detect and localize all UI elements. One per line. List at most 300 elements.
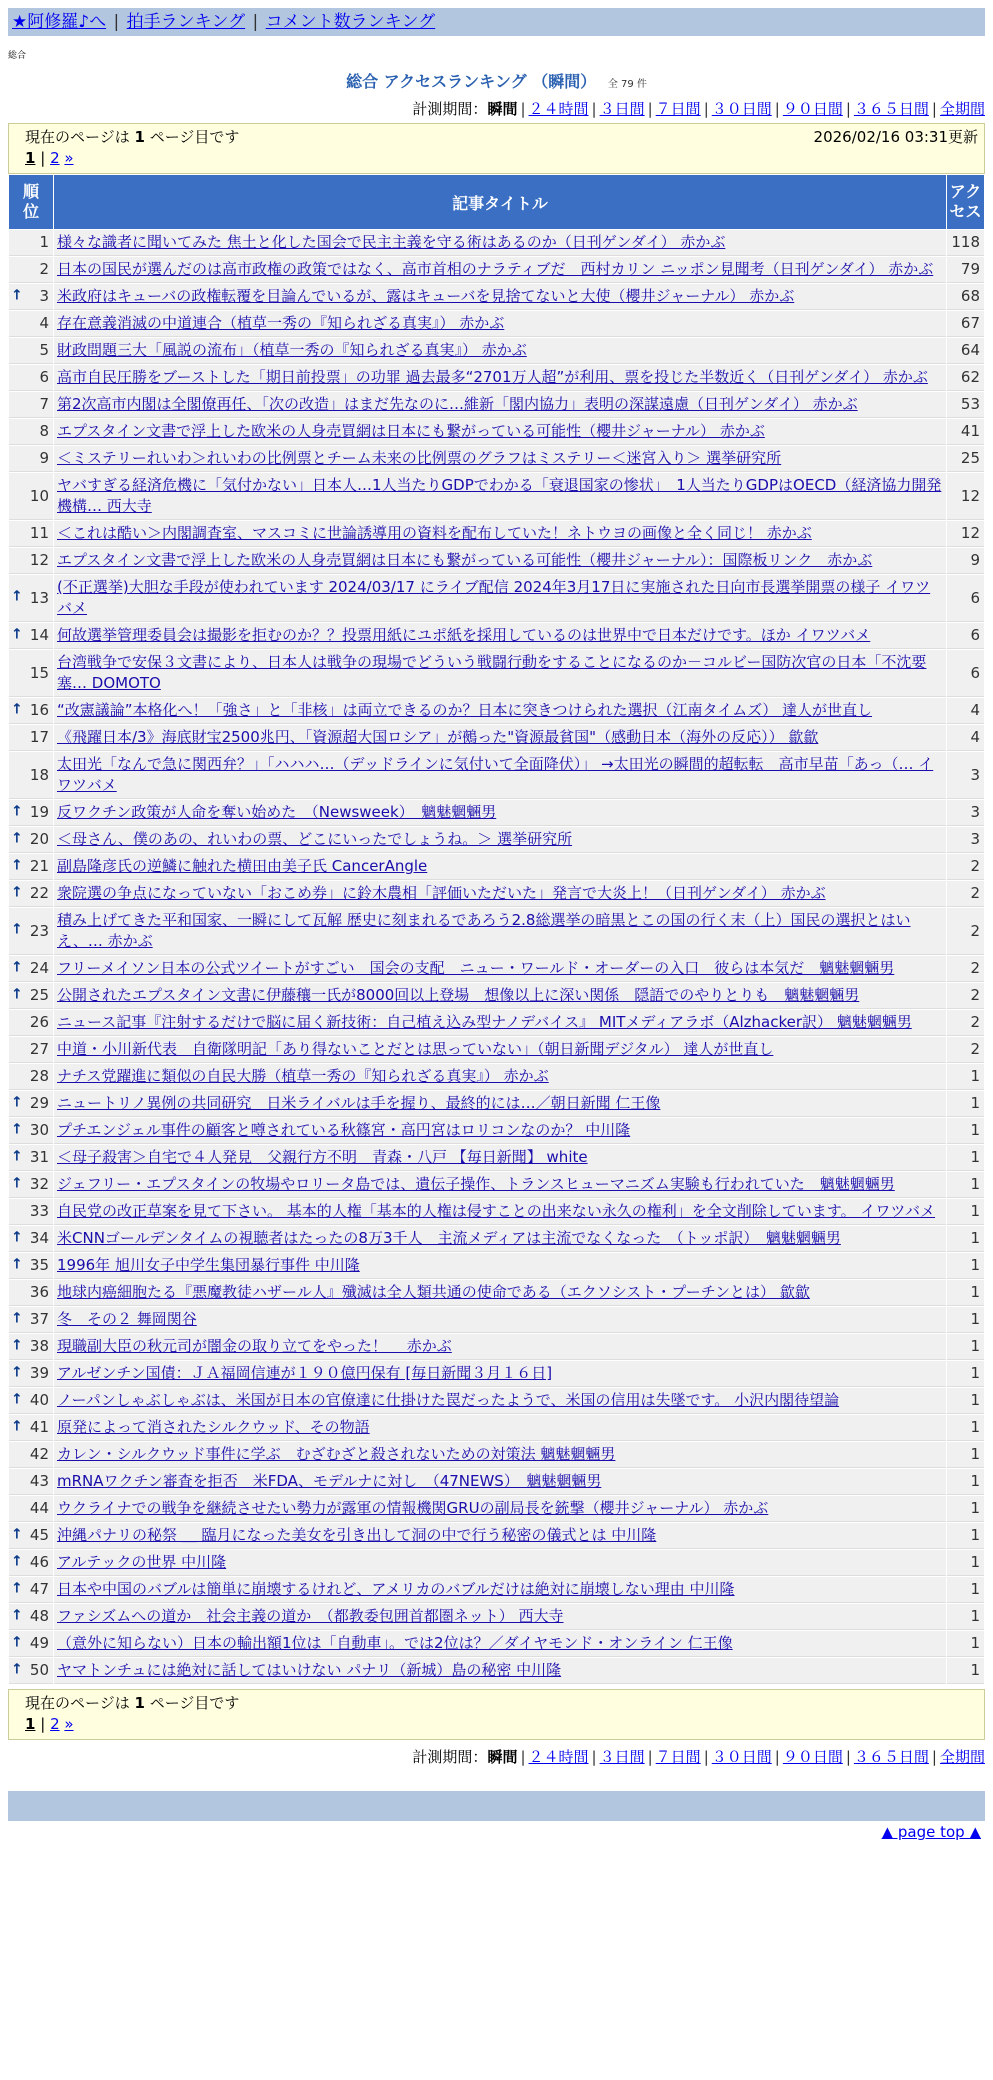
rank-cell xyxy=(9,1604,53,1630)
rank-number: 40 xyxy=(29,1391,49,1409)
article-title-link[interactable]: mRNAワクチン審査を拒否 米FDA、モデルナに対し （47NEWS） 魑魅魍魎男 xyxy=(57,1472,602,1490)
table-row xyxy=(9,800,984,826)
table-row xyxy=(9,1631,984,1657)
rank-number: 12 xyxy=(29,551,49,569)
title-cell xyxy=(54,1199,946,1225)
period-option[interactable]: 全期間 xyxy=(939,1748,985,1766)
title-cell xyxy=(54,1658,946,1684)
article-title-link[interactable]: エプスタイン文書で浮上した欧米の人身売買網は日本にも繋がっている可能性（櫻井ジャーナル）：国際板リンク 赤かぶ xyxy=(57,551,873,569)
pager-page-2[interactable]: 2 xyxy=(50,1715,60,1733)
access-count: 1 xyxy=(947,1577,984,1603)
rank-up-arrow-icon: ↑ xyxy=(11,883,23,900)
rank-cell xyxy=(9,311,53,337)
rank-cell xyxy=(9,1145,53,1171)
access-count: 41 xyxy=(947,419,984,445)
article-title-link[interactable]: 何故選挙管理委員会は撮影を拒むのか？？投票用紙にユポ紙を採用しているのは世界中で日本だけです。ほか イワツバメ xyxy=(57,626,871,644)
table-row xyxy=(9,1388,984,1414)
table-row xyxy=(9,257,984,283)
rank-cell xyxy=(9,908,53,955)
rank-number: 36 xyxy=(29,1283,49,1301)
article-title-link[interactable]: 台湾戦争で安保３文書により、日本人は戦争の現場でどういう戦闘行動をすることになるのか－コルビー国防次官の日本「不沈要塞… DOMOTO xyxy=(57,653,927,692)
access-count: 4 xyxy=(947,725,984,751)
page-info-box-top xyxy=(8,123,985,174)
article-title-link[interactable]: 《飛躍日本/3》海底財宝2500兆円、「資源超大国ロシア」が鵺った"資源最貧国"（感動日本（海外の反応）） 歙歙 xyxy=(57,728,819,746)
rank-cell xyxy=(9,257,53,283)
title-cell xyxy=(54,827,946,853)
article-title-link[interactable]: ファシズムへの道か 社会主義の道か （都教委包囲首都圏ネット） 西大寺 xyxy=(57,1607,564,1625)
table-row xyxy=(9,908,984,955)
rank-cell xyxy=(9,752,53,799)
page-info-box-bottom xyxy=(8,1689,985,1740)
rank-number: 26 xyxy=(29,1013,49,1031)
rank-cell xyxy=(9,419,53,445)
title-cell xyxy=(54,1037,946,1063)
rank-up-arrow-icon: ↑ xyxy=(11,1579,23,1596)
access-count: 12 xyxy=(947,473,984,520)
title-cell xyxy=(54,311,946,337)
access-count: 1 xyxy=(947,1658,984,1684)
period-option[interactable]: ３日間 xyxy=(599,1748,645,1766)
title-cell xyxy=(54,983,946,1009)
article-title-link[interactable]: 米CNNゴールデンタイムの視聴者はたったの8万3千人 主流メディアは主流でなくなった （トッポ訳） 魑魅魍魎男 xyxy=(57,1229,841,1247)
article-title-link[interactable]: ＜母さん、僕のあの、れいわの票、どこにいったでしょうね。＞ 選挙研究所 xyxy=(57,830,573,848)
article-title-link[interactable]: 積み上げてきた平和国家、一瞬にして瓦解 歴史に刻まれるであろう2.8総選挙の暗黒とこの国の行く末（上）国民の選択とはいえ、… 赤かぶ xyxy=(57,911,911,950)
rank-up-arrow-icon: ↑ xyxy=(11,1228,23,1245)
rank-number: 43 xyxy=(29,1472,49,1490)
table-row xyxy=(9,1280,984,1306)
article-title-link[interactable]: “改憲議論”本格化へ！「強さ」と「非核」は両立できるのか？日本に突きつけられた選択（江南タイムズ） 達人が世直し xyxy=(57,701,873,719)
access-count: 1 xyxy=(947,1091,984,1117)
rank-cell xyxy=(9,1010,53,1036)
access-count: 118 xyxy=(947,230,984,256)
current-page-pre: 現在のページは xyxy=(25,128,130,146)
rank-cell xyxy=(9,1307,53,1333)
title-cell xyxy=(54,1550,946,1576)
access-count: 1 xyxy=(947,1523,984,1549)
article-title-link[interactable]: ニュース記事『注射するだけで脳に届く新技術：自己植え込み型ナノデバイス』 MITメディアラボ（Alzhacker訳） 魑魅魍魎男 xyxy=(57,1013,912,1031)
title-cell xyxy=(54,1334,946,1360)
article-title-link[interactable]: プチエンジェル事件の顧客と噂されている秋篠宮・高円宮はロリコンなのか？ 中川隆 xyxy=(57,1121,631,1139)
title-cell xyxy=(54,338,946,364)
rank-cell xyxy=(9,473,53,520)
table-row xyxy=(9,725,984,751)
rank-cell xyxy=(9,1280,53,1306)
rank-up-arrow-icon: ↑ xyxy=(11,1336,23,1353)
rank-number: 6 xyxy=(39,368,49,386)
period-separator: | xyxy=(591,100,597,118)
period-option[interactable]: ７日間 xyxy=(655,100,701,118)
pager-separator: | xyxy=(40,149,46,167)
rank-number: 22 xyxy=(29,884,49,902)
table-row xyxy=(9,1577,984,1603)
rank-number: 29 xyxy=(29,1094,49,1112)
rank-up-arrow-icon: ↑ xyxy=(11,802,23,819)
access-count: 25 xyxy=(947,446,984,472)
access-count: 1 xyxy=(947,1631,984,1657)
rank-number: 7 xyxy=(39,395,49,413)
period-separator: | xyxy=(845,100,851,118)
table-row xyxy=(9,1658,984,1684)
title-cell xyxy=(54,1307,946,1333)
article-title-link[interactable]: アルテックの世界 中川隆 xyxy=(57,1553,227,1571)
table-row xyxy=(9,575,984,622)
article-title-link[interactable]: 自民党の改正草案を見て下さい。 基本的人権「基本的人権は侵すことの出来ない永久の権利」を全文削除しています。 イワツバメ xyxy=(57,1202,936,1220)
table-row xyxy=(9,752,984,799)
period-option[interactable]: ３６５日間 xyxy=(853,100,929,118)
table-row xyxy=(9,698,984,724)
period-option[interactable]: ３６５日間 xyxy=(853,1748,929,1766)
title-cell xyxy=(54,284,946,310)
article-title-link[interactable]: 中道・小川新代表 自衛隊明記「あり得ないことだとは思っていない」（朝日新聞デジタル） 達人が世直し xyxy=(57,1040,774,1058)
period-separator: | xyxy=(647,100,653,118)
table-row xyxy=(9,1604,984,1630)
access-count: 1 xyxy=(947,1442,984,1468)
period-separator: | xyxy=(931,1748,937,1766)
title-cell xyxy=(54,1361,946,1387)
article-title-link[interactable]: ウクライナでの戦争を継続させたい勢力が露軍の情報機関GRUの副局長を銃撃（櫻井ジャーナル） 赤かぶ xyxy=(57,1499,769,1517)
period-option[interactable]: ３０日間 xyxy=(711,100,772,118)
rank-up-arrow-icon: ↑ xyxy=(11,1660,23,1677)
article-title-link[interactable]: 反ワクチン政策が人命を奪い始めた （Newsweek） 魑魅魍魎男 xyxy=(57,803,497,821)
rank-cell xyxy=(9,521,53,547)
period-option[interactable]: ７日間 xyxy=(655,1748,701,1766)
rank-cell xyxy=(9,1496,53,1522)
article-title-link[interactable]: 衆院選の争点になっていない「おこめ券」に鈴木農相「評価いただいた」発言で大炎上！（日刊ゲンダイ） 赤かぶ xyxy=(57,884,826,902)
rank-up-arrow-icon: ↑ xyxy=(11,1174,23,1191)
title-cell xyxy=(54,1577,946,1603)
article-title-link[interactable]: 地球内癌細胞たる『悪魔教徒ハザール人』殲滅は全人類共通の使命である（エクソシスト・プーチンとは） 歙歙 xyxy=(57,1283,810,1301)
rank-cell xyxy=(9,827,53,853)
page-title-line xyxy=(0,69,993,92)
article-title-link[interactable]: 現職副大臣の秋元司が闇金の取り立てをやった！ 赤かぶ xyxy=(57,1337,452,1355)
period-option[interactable]: ９０日間 xyxy=(782,1748,843,1766)
rank-cell xyxy=(9,1334,53,1360)
access-count: 1 xyxy=(947,1334,984,1360)
rank-cell xyxy=(9,1361,53,1387)
rank-number: 34 xyxy=(29,1229,49,1247)
page-top-link[interactable]: ▲ page top ▲ xyxy=(881,1823,981,1841)
rank-cell xyxy=(9,800,53,826)
article-title-link[interactable]: ヤバすぎる経済危機に「気付かない」日本人…1人当たりGDPでわかる「衰退国家の惨状」 1人当たりGDPはOECD（経済協力開発機構… 西大寺 xyxy=(57,476,942,515)
title-cell xyxy=(54,1226,946,1252)
rank-cell xyxy=(9,548,53,574)
rank-number: 44 xyxy=(29,1499,49,1517)
rank-number: 2 xyxy=(39,260,49,278)
article-title-link[interactable]: 原発によって消されたシルクウッド、その物語 xyxy=(57,1418,370,1436)
article-title-link[interactable]: (不正選挙)大胆な手段が使われています 2024/03/17 にライブ配信 2024年3月17日に実施された日向市長選挙開票の様子 イワツバメ xyxy=(57,578,931,617)
article-title-link[interactable]: アルゼンチン国債：ＪＡ福岡信連が１９０億円保有 [毎日新聞３月１６日] xyxy=(57,1364,553,1382)
article-title-link[interactable]: 日本の国民が選んだのは高市政権の政策ではなく、高市首相のナラティブだ 西村カリン ニッポン見聞考（日刊ゲンダイ） 赤かぶ xyxy=(57,260,934,278)
title-cell xyxy=(54,1442,946,1468)
article-title-link[interactable]: 第2次高市内閣は全閣僚再任、「次の改造」はまだ先なのに…維新「閣内協力」表明の深謀遠慮（日刊ゲンダイ） 赤かぶ xyxy=(57,395,858,413)
access-count: 1 xyxy=(947,1280,984,1306)
period-selector-bottom xyxy=(8,1746,985,1767)
rank-number: 35 xyxy=(29,1256,49,1274)
rank-up-arrow-icon: ↑ xyxy=(11,1633,23,1650)
title-cell xyxy=(54,1091,946,1117)
title-cell xyxy=(54,473,946,520)
rank-number: 15 xyxy=(29,663,49,682)
table-row xyxy=(9,1064,984,1090)
rank-up-arrow-icon: ↑ xyxy=(11,1363,23,1380)
rank-number: 31 xyxy=(29,1148,49,1166)
title-cell xyxy=(54,365,946,391)
article-title-link[interactable]: ナチス党躍進に類似の自民大勝（植草一秀の『知られざる真実』） 赤かぶ xyxy=(57,1067,549,1085)
table-row xyxy=(9,311,984,337)
rank-number: 48 xyxy=(29,1607,49,1625)
access-header-label: アクセス xyxy=(949,182,982,221)
period-label: 計測期間： xyxy=(412,100,488,118)
article-title-link[interactable]: ＜母子殺害＞自宅で４人発見 父親行方不明 青森・八戸 【毎日新聞】 white xyxy=(57,1148,588,1166)
table-row xyxy=(9,827,984,853)
home-link[interactable]: ★阿修羅♪へ xyxy=(12,12,107,32)
rank-cell xyxy=(9,983,53,1009)
rank-cell xyxy=(9,1442,53,1468)
article-title-link[interactable]: エプスタイン文書で浮上した欧米の人身売買網は日本にも繋がっている可能性（櫻井ジャーナル） 赤かぶ xyxy=(57,422,765,440)
rank-cell xyxy=(9,1631,53,1657)
table-row xyxy=(9,881,984,907)
rank-number: 27 xyxy=(29,1040,49,1058)
rank-up-arrow-icon: ↑ xyxy=(11,829,23,846)
access-count: 1 xyxy=(947,1118,984,1144)
access-count: 1 xyxy=(947,1496,984,1522)
access-count: 2 xyxy=(947,881,984,907)
title-cell xyxy=(54,650,946,697)
access-count: 6 xyxy=(947,650,984,697)
period-option[interactable]: ９０日間 xyxy=(782,100,843,118)
article-title-link[interactable]: 存在意義消滅の中道連合（植草一秀の『知られざる真実』） 赤かぶ xyxy=(57,314,505,332)
table-row xyxy=(9,1496,984,1522)
title-cell xyxy=(54,725,946,751)
article-title-link[interactable]: 沖縄パナリの秘祭 ＿ 臨月になった美女を引き出して洞の中で行う秘密の儀式とは 中川隆 xyxy=(57,1526,657,1544)
rank-number: 21 xyxy=(29,857,49,875)
rank-cell xyxy=(9,1577,53,1603)
access-count: 1 xyxy=(947,1199,984,1225)
table-row xyxy=(9,473,984,520)
rank-number: 20 xyxy=(29,830,49,848)
table-row xyxy=(9,1037,984,1063)
rank-number: 37 xyxy=(29,1310,49,1328)
title-cell xyxy=(54,1280,946,1306)
access-count: 3 xyxy=(947,827,984,853)
rank-number: 45 xyxy=(29,1526,49,1544)
rank-up-arrow-icon: ↑ xyxy=(11,588,23,605)
title-cell xyxy=(54,881,946,907)
rank-number: 46 xyxy=(29,1553,49,1571)
applause-ranking-link[interactable]: 拍手ランキング xyxy=(126,12,246,32)
period-option[interactable]: ２４時間 xyxy=(528,100,589,118)
rank-cell xyxy=(9,725,53,751)
rank-up-arrow-icon: ↑ xyxy=(11,1120,23,1137)
access-count: 6 xyxy=(947,575,984,622)
rank-up-arrow-icon: ↑ xyxy=(11,286,23,303)
table-row xyxy=(9,1469,984,1495)
rank-number: 19 xyxy=(29,803,49,821)
nav-separator: | xyxy=(113,12,120,32)
footer-bar xyxy=(8,1791,985,1821)
table-row xyxy=(9,1172,984,1198)
article-title-link[interactable]: 冬 その２ 舞岡関谷 xyxy=(57,1310,197,1328)
article-title-link[interactable]: ヤマトンチュには絶対に話してはいけない パナリ（新城）島の秘密 中川隆 xyxy=(57,1661,562,1679)
title-cell xyxy=(54,698,946,724)
article-title-link[interactable]: 1996年 旭川女子中学生集団暴行事件 中川隆 xyxy=(57,1256,360,1274)
article-title-link[interactable]: 米政府はキューバの政権転覆を目論んでいるが、露はキューバを見捨てないと大使（櫻井ジャーナル） 赤かぶ xyxy=(57,287,795,305)
article-title-link[interactable]: 財政問題三大「風説の流布」（植草一秀の『知られざる真実』） 赤かぶ xyxy=(57,341,527,359)
access-count: 1 xyxy=(947,1145,984,1171)
access-count: 4 xyxy=(947,698,984,724)
access-count: 2 xyxy=(947,1037,984,1063)
title-cell xyxy=(54,854,946,880)
pager-bottom xyxy=(25,1715,968,1733)
period-option: 瞬間 xyxy=(487,1748,518,1766)
rank-up-arrow-icon: ↑ xyxy=(11,856,23,873)
access-count: 79 xyxy=(947,257,984,283)
title-cell xyxy=(54,800,946,826)
article-title-link[interactable]: ニュートリノ異例の共同研究 日米ライバルは手を握り、最終的には…／朝日新聞 仁王像 xyxy=(57,1094,661,1112)
access-count: 1 xyxy=(947,1415,984,1441)
article-title-link[interactable]: 様々な識者に聞いてみた 焦土と化した国会で民主主義を守る術はあるのか（日刊ゲンダイ） 赤かぶ xyxy=(57,233,726,251)
nav-separator: | xyxy=(252,12,259,32)
title-cell xyxy=(54,257,946,283)
rank-up-arrow-icon: ↑ xyxy=(11,1309,23,1326)
rank-number: 18 xyxy=(29,765,49,784)
rank-header-label: 順位 xyxy=(22,182,39,221)
access-count: 1 xyxy=(947,1307,984,1333)
title-cell xyxy=(54,1145,946,1171)
rank-up-arrow-icon: ↑ xyxy=(11,1606,23,1623)
title-cell xyxy=(54,446,946,472)
pager-current: 1 xyxy=(25,149,36,167)
rank-up-arrow-icon: ↑ xyxy=(11,921,23,938)
rank-column-header xyxy=(9,175,53,229)
rank-number: 4 xyxy=(39,314,49,332)
article-title-link[interactable]: 副島隆彦氏の逆鱗に触れた横田由美子氏 CancerAngle xyxy=(57,857,428,875)
access-count: 2 xyxy=(947,983,984,1009)
updated-timestamp: 2026/02/16 03:31更新 xyxy=(813,128,978,146)
table-row xyxy=(9,1091,984,1117)
article-title-link[interactable]: フリーメイソン日本の公式ツイートがすごい 国会の支配 ニュー・ワールド・オーダーの入口 彼らは本気だ 魑魅魍魎男 xyxy=(57,959,895,977)
rank-up-arrow-icon: ↑ xyxy=(11,1417,23,1434)
article-title-link[interactable]: カレン・シルクウッド事件に学ぶ むざむざと殺されないための対策法 魑魅魍魎男 xyxy=(57,1445,616,1463)
article-title-link[interactable]: ノーパンしゃぶしゃぶは、米国が日本の官僚達に仕掛けた罠だったようで、米国の信用は失墜です。 小沢内閣待望論 xyxy=(57,1391,840,1409)
table-row xyxy=(9,1226,984,1252)
period-option[interactable]: 全期間 xyxy=(939,100,985,118)
period-separator: | xyxy=(931,100,937,118)
rank-cell xyxy=(9,1658,53,1684)
rank-number: 8 xyxy=(39,422,49,440)
period-option[interactable]: ２４時間 xyxy=(528,1748,589,1766)
article-title-link[interactable]: ジェフリー・エプスタインの牧場やロリータ島では、遺伝子操作、トランスヒューマニズム実験も行われていた 魑魅魍魎男 xyxy=(57,1175,895,1193)
article-title-link[interactable]: （意外に知らない）日本の輸出額1位は「自動車」。では2位は？／ダイヤモンド・オンライン 仁王像 xyxy=(57,1634,733,1652)
period-selector-top xyxy=(8,98,985,119)
article-title-link[interactable]: 公開されたエプスタイン文書に伊藤穰一氏が8000回以上登場 想像以上に深い関係 隠語でのやりとりも 魑魅魍魎男 xyxy=(57,986,860,1004)
title-cell xyxy=(54,1172,946,1198)
title-cell xyxy=(54,1631,946,1657)
period-option: 瞬間 xyxy=(487,100,518,118)
table-row xyxy=(9,1118,984,1144)
rank-up-arrow-icon: ↑ xyxy=(11,958,23,975)
article-title-link[interactable]: 高市自民圧勝をブーストした「期日前投票」の功罪 過去最多“2701万人超”が利用、票を投じた半数近く（日刊ゲンダイ） 赤かぶ xyxy=(57,368,928,386)
access-count: 1 xyxy=(947,1226,984,1252)
table-row xyxy=(9,650,984,697)
rank-cell xyxy=(9,338,53,364)
period-option[interactable]: ３０日間 xyxy=(711,1748,772,1766)
title-cell xyxy=(54,1388,946,1414)
period-separator: | xyxy=(591,1748,597,1766)
table-row xyxy=(9,1253,984,1279)
table-row xyxy=(9,365,984,391)
rank-number: 16 xyxy=(29,701,49,719)
title-cell xyxy=(54,1469,946,1495)
access-count: 1 xyxy=(947,1550,984,1576)
rank-number: 41 xyxy=(29,1418,49,1436)
rank-cell xyxy=(9,1037,53,1063)
rank-cell xyxy=(9,956,53,982)
comment-ranking-link[interactable]: コメント数ランキング xyxy=(265,12,436,32)
access-count: 2 xyxy=(947,1010,984,1036)
access-count: 2 xyxy=(947,908,984,955)
table-row xyxy=(9,1523,984,1549)
article-title-link[interactable]: ＜ミステリーれいわ＞れいわの比例票とチーム未来の比例票のグラフはミステリー＜迷宮入り＞ 選挙研究所 xyxy=(57,449,782,467)
title-cell xyxy=(54,1604,946,1630)
access-count: 1 xyxy=(947,1469,984,1495)
access-count: 2 xyxy=(947,854,984,880)
access-count: 1 xyxy=(947,1388,984,1414)
period-option[interactable]: ３日間 xyxy=(599,100,645,118)
period-separator: | xyxy=(520,1748,526,1766)
rank-cell xyxy=(9,881,53,907)
current-page-number: 1 xyxy=(134,1694,145,1712)
rank-up-arrow-icon: ↑ xyxy=(11,985,23,1002)
period-separator: | xyxy=(845,1748,851,1766)
rank-up-arrow-icon: ↑ xyxy=(11,1552,23,1569)
table-row xyxy=(9,230,984,256)
pager-page-2[interactable]: 2 xyxy=(50,149,60,167)
pager-next-arrow[interactable]: » xyxy=(64,149,74,167)
rank-cell xyxy=(9,1523,53,1549)
title-cell xyxy=(54,419,946,445)
rank-cell xyxy=(9,1091,53,1117)
rank-number: 50 xyxy=(29,1661,49,1679)
access-count: 67 xyxy=(947,311,984,337)
table-row xyxy=(9,1442,984,1468)
ranking-table xyxy=(8,174,985,1685)
rank-up-arrow-icon: ↑ xyxy=(11,1255,23,1272)
rank-number: 49 xyxy=(29,1634,49,1652)
period-separator: | xyxy=(774,100,780,118)
rank-cell xyxy=(9,392,53,418)
rank-up-arrow-icon: ↑ xyxy=(11,1390,23,1407)
current-page-pre: 現在のページは xyxy=(25,1694,130,1712)
table-row xyxy=(9,983,984,1009)
pager-next-arrow[interactable]: » xyxy=(64,1715,74,1733)
page-top-container xyxy=(8,1823,985,1841)
article-title-link[interactable]: ＜これは酷い＞内閣調査室、マスコミに世論誘導用の資料を配布していた！ネトウヨの画像と全く同じ！ 赤かぶ xyxy=(57,524,812,542)
article-title-link[interactable]: 日本や中国のバブルは簡単に崩壊するけれど、アメリカのバブルだけは絶対に崩壊しない理由 中川隆 xyxy=(57,1580,735,1598)
rank-cell xyxy=(9,284,53,310)
rank-number: 11 xyxy=(29,524,49,542)
page-title: 総合 アクセスランキング （瞬間） xyxy=(346,72,597,91)
table-row xyxy=(9,284,984,310)
rank-number: 28 xyxy=(29,1067,49,1085)
rank-number: 38 xyxy=(29,1337,49,1355)
article-title-link[interactable]: 太田光「なんで急に関西弁？」「ハハハ…（デッドラインに気付いて全面降伏）」 →太田光の瞬間的超転転 高市早苗「あっ（… イワツバメ xyxy=(57,755,934,794)
access-count: 62 xyxy=(947,365,984,391)
rank-cell xyxy=(9,698,53,724)
rank-number: 23 xyxy=(29,921,49,940)
rank-number: 39 xyxy=(29,1364,49,1382)
current-page-post: ページ目です xyxy=(149,128,240,146)
